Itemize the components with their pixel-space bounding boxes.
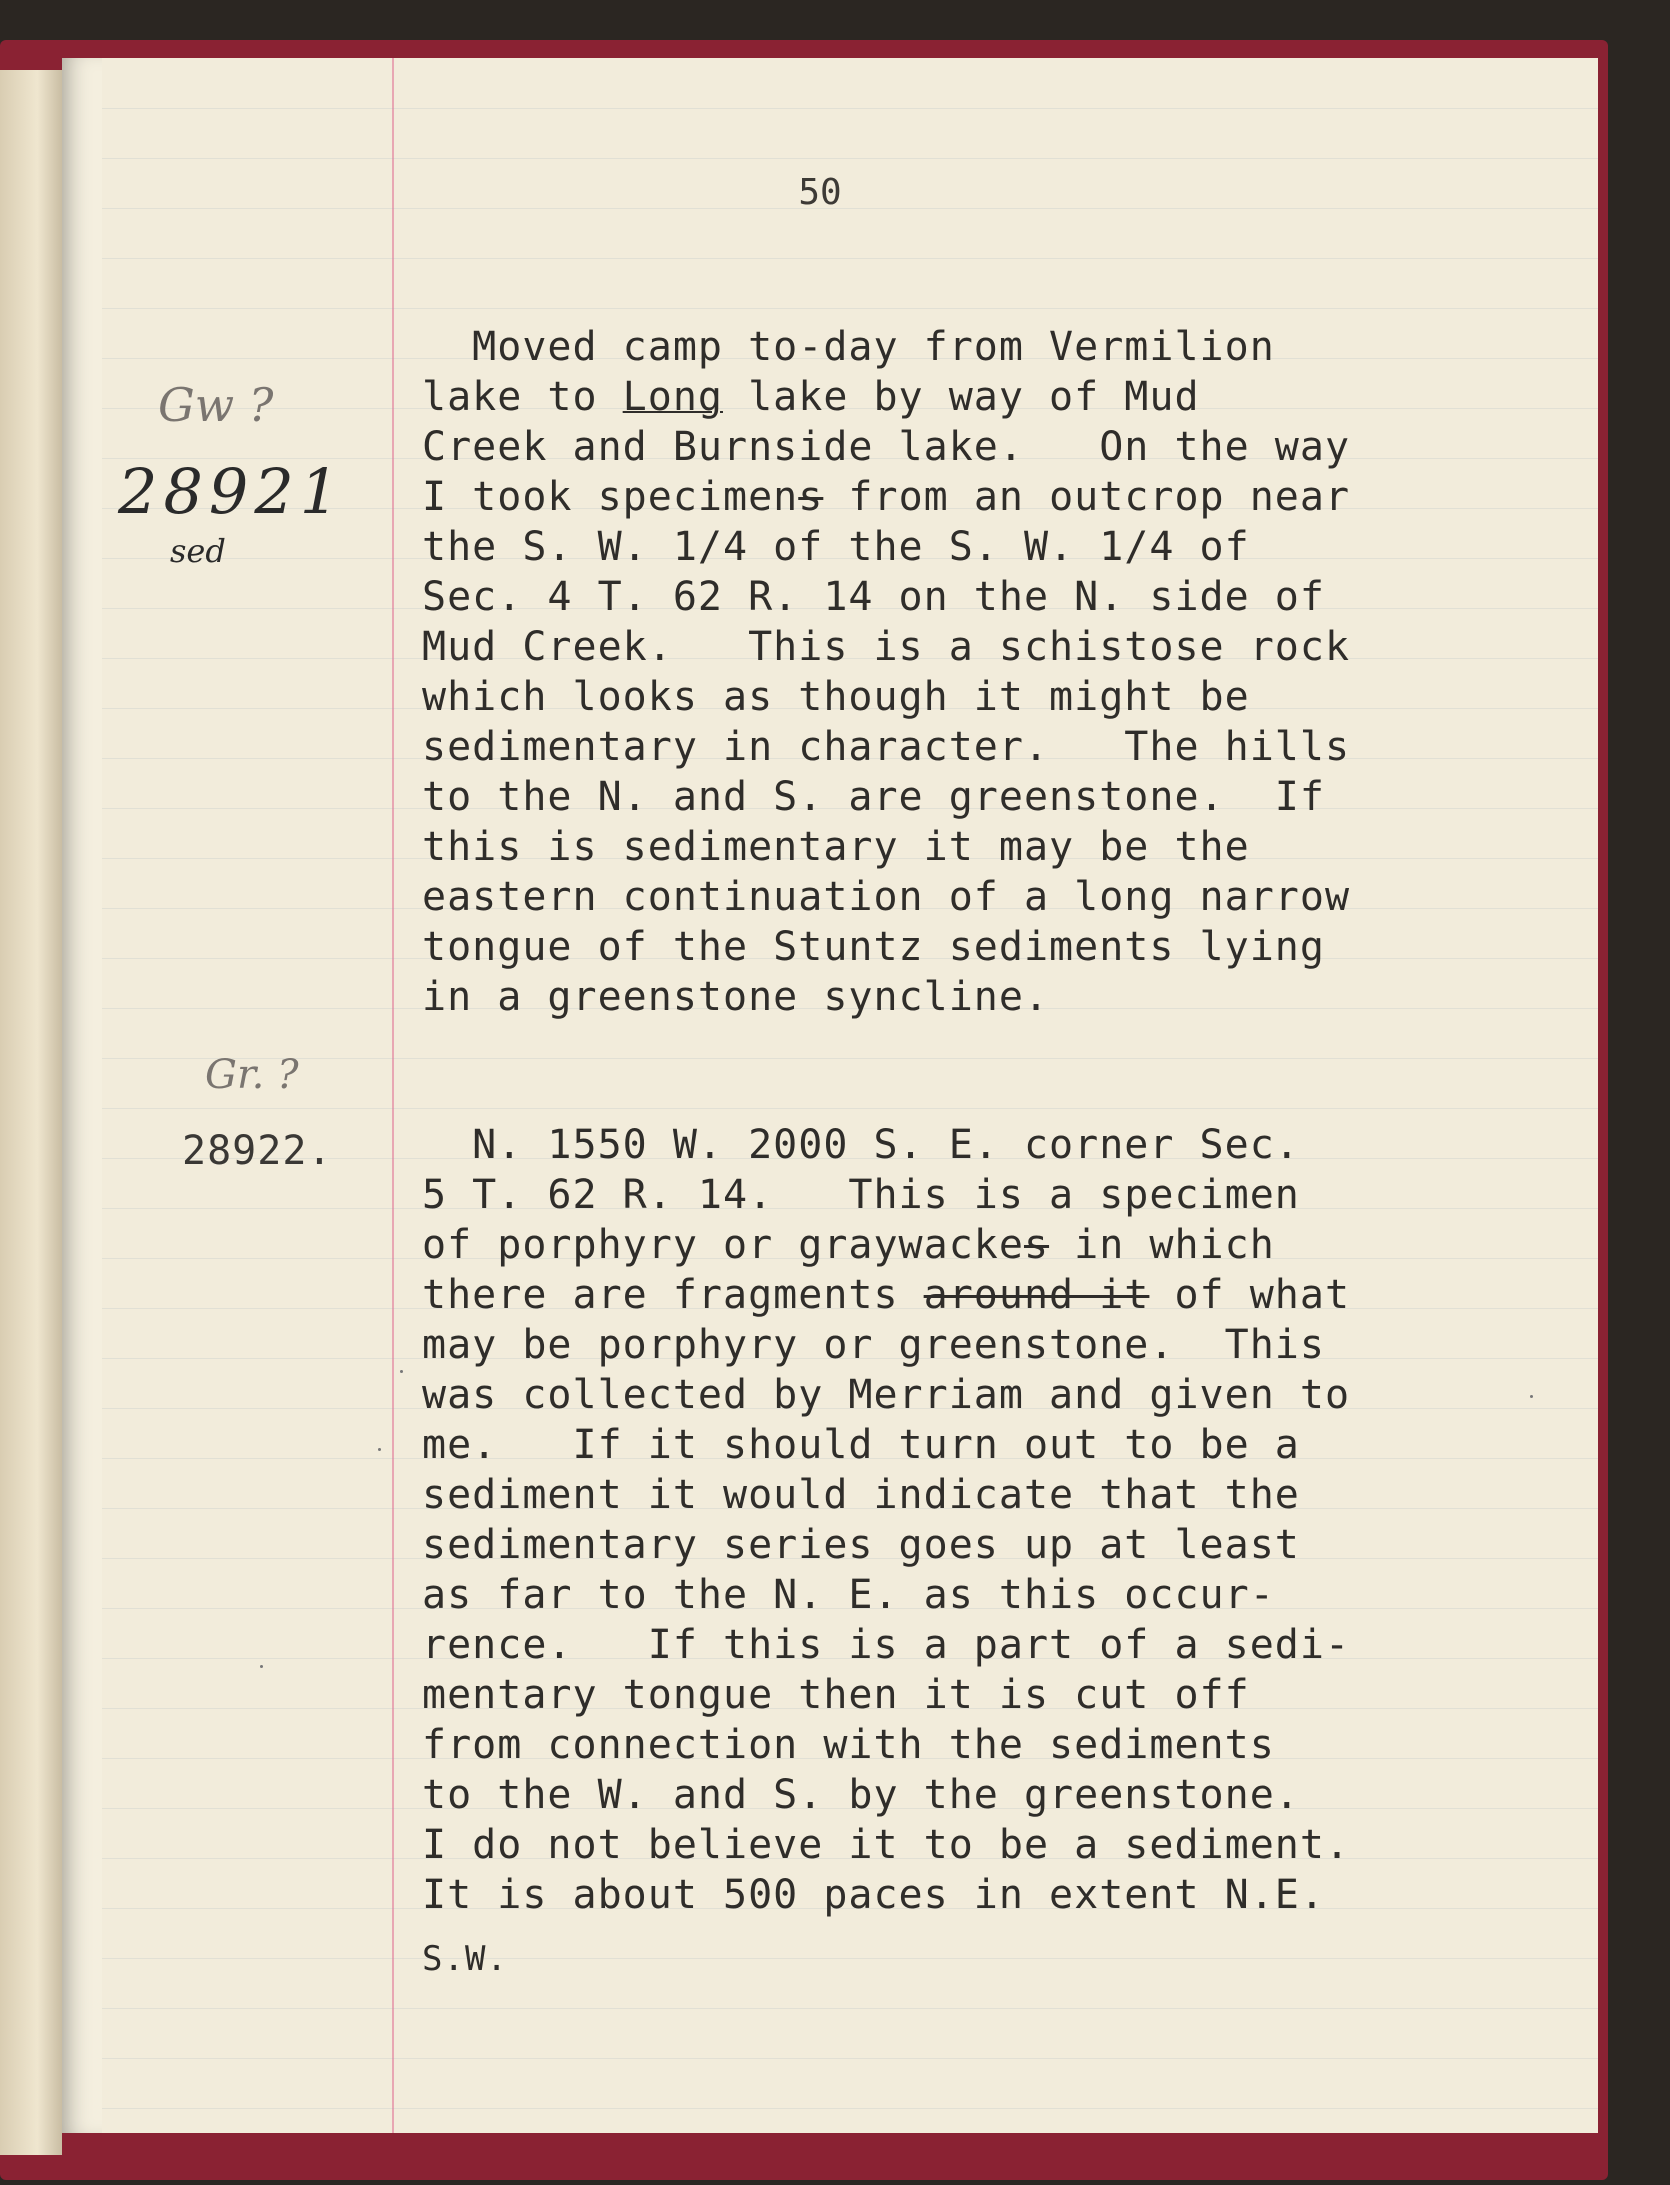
ruled-line [102, 258, 1598, 259]
text-line: this is sedimentary it may be the [422, 824, 1250, 870]
margin-note-gw: Gw ? [158, 378, 274, 432]
text-line: which looks as though it might be [422, 674, 1250, 720]
text-line: mentary tongue then it is cut off [422, 1672, 1250, 1718]
text-line: S.W. [422, 1939, 508, 1979]
text-line: Moved camp to-day from Vermilion [422, 324, 1275, 370]
struck-letter: s [798, 474, 824, 520]
text-line: Sec. 4 T. 62 R. 14 on the N. side of [422, 574, 1325, 620]
margin-line [392, 58, 394, 2133]
ink-speck [260, 1665, 263, 1668]
text-line: tongue of the Stuntz sediments lying [422, 924, 1325, 970]
text-line: lake to Long lake by way of Mud [422, 374, 1200, 420]
text-line: as far to the N. E. as this occur- [422, 1572, 1275, 1618]
struck-letter: s [1023, 1222, 1050, 1268]
page-number: 50 [798, 172, 842, 213]
text-line: sediment it would indicate that the [422, 1472, 1300, 1518]
ruled-line [102, 108, 1598, 109]
ruled-line [102, 2008, 1598, 2009]
text-line: Mud Creek. This is a schistose rock [422, 624, 1351, 670]
text-line: rence. If this is a part of a sedi- [422, 1622, 1351, 1668]
text-line: to the N. and S. are greenstone. If [422, 774, 1325, 820]
ruled-line [102, 158, 1598, 159]
underlined-word: Long [622, 374, 723, 420]
text-line: to the W. and S. by the greenstone. [422, 1772, 1300, 1818]
text-line: Creek and Burnside lake. On the way [422, 424, 1351, 470]
ink-speck [378, 1448, 381, 1451]
text-line: I took specimens from an outcrop near [422, 474, 1351, 520]
text-line: was collected by Merriam and given to [422, 1372, 1351, 1418]
ruled-line [102, 308, 1598, 309]
ruled-line [102, 1058, 1598, 1059]
margin-note-sed: sed [170, 532, 226, 570]
paragraph-1 [422, 322, 1350, 1022]
margin-note-gr: Gr. ? [205, 1052, 299, 1098]
text-line: sedimentary series goes up at least [422, 1522, 1300, 1568]
ink-speck [400, 1370, 403, 1373]
text-line: N. 1550 W. 2000 S. E. corner Sec. [422, 1122, 1300, 1168]
text-line: may be porphyry or greenstone. This [422, 1322, 1325, 1368]
text-line: of porphyry or graywackes in which [422, 1222, 1275, 1268]
ruled-line [102, 2058, 1598, 2059]
text-line: from connection with the sediments [422, 1722, 1275, 1768]
ink-speck [1530, 1395, 1533, 1398]
ruled-line [102, 1108, 1598, 1109]
text-line: in a greenstone syncline. [422, 974, 1050, 1020]
struck-phrase: around it [923, 1272, 1150, 1318]
text-line: sedimentary in character. The hills [422, 724, 1351, 770]
text-line: 5 T. 62 R. 14. This is a specimen [422, 1172, 1300, 1218]
specimen-number-28922: 28922. [182, 1128, 333, 1174]
text-line: there are fragments around it of what [422, 1272, 1351, 1318]
text-line: me. If it should turn out to be a [422, 1422, 1300, 1468]
text-line: the S. W. 1/4 of the S. W. 1/4 of [422, 524, 1250, 570]
text-line: I do not believe it to be a sediment. [422, 1822, 1351, 1868]
facing-page-edge [0, 70, 62, 2155]
text-line: eastern continuation of a long narrow [422, 874, 1351, 920]
ruled-line [102, 2108, 1598, 2109]
text-line: It is about 500 paces in extent N.E. [422, 1872, 1325, 1918]
margin-note-28921: 28921 [118, 455, 346, 528]
paragraph-2 [422, 1120, 1350, 1984]
